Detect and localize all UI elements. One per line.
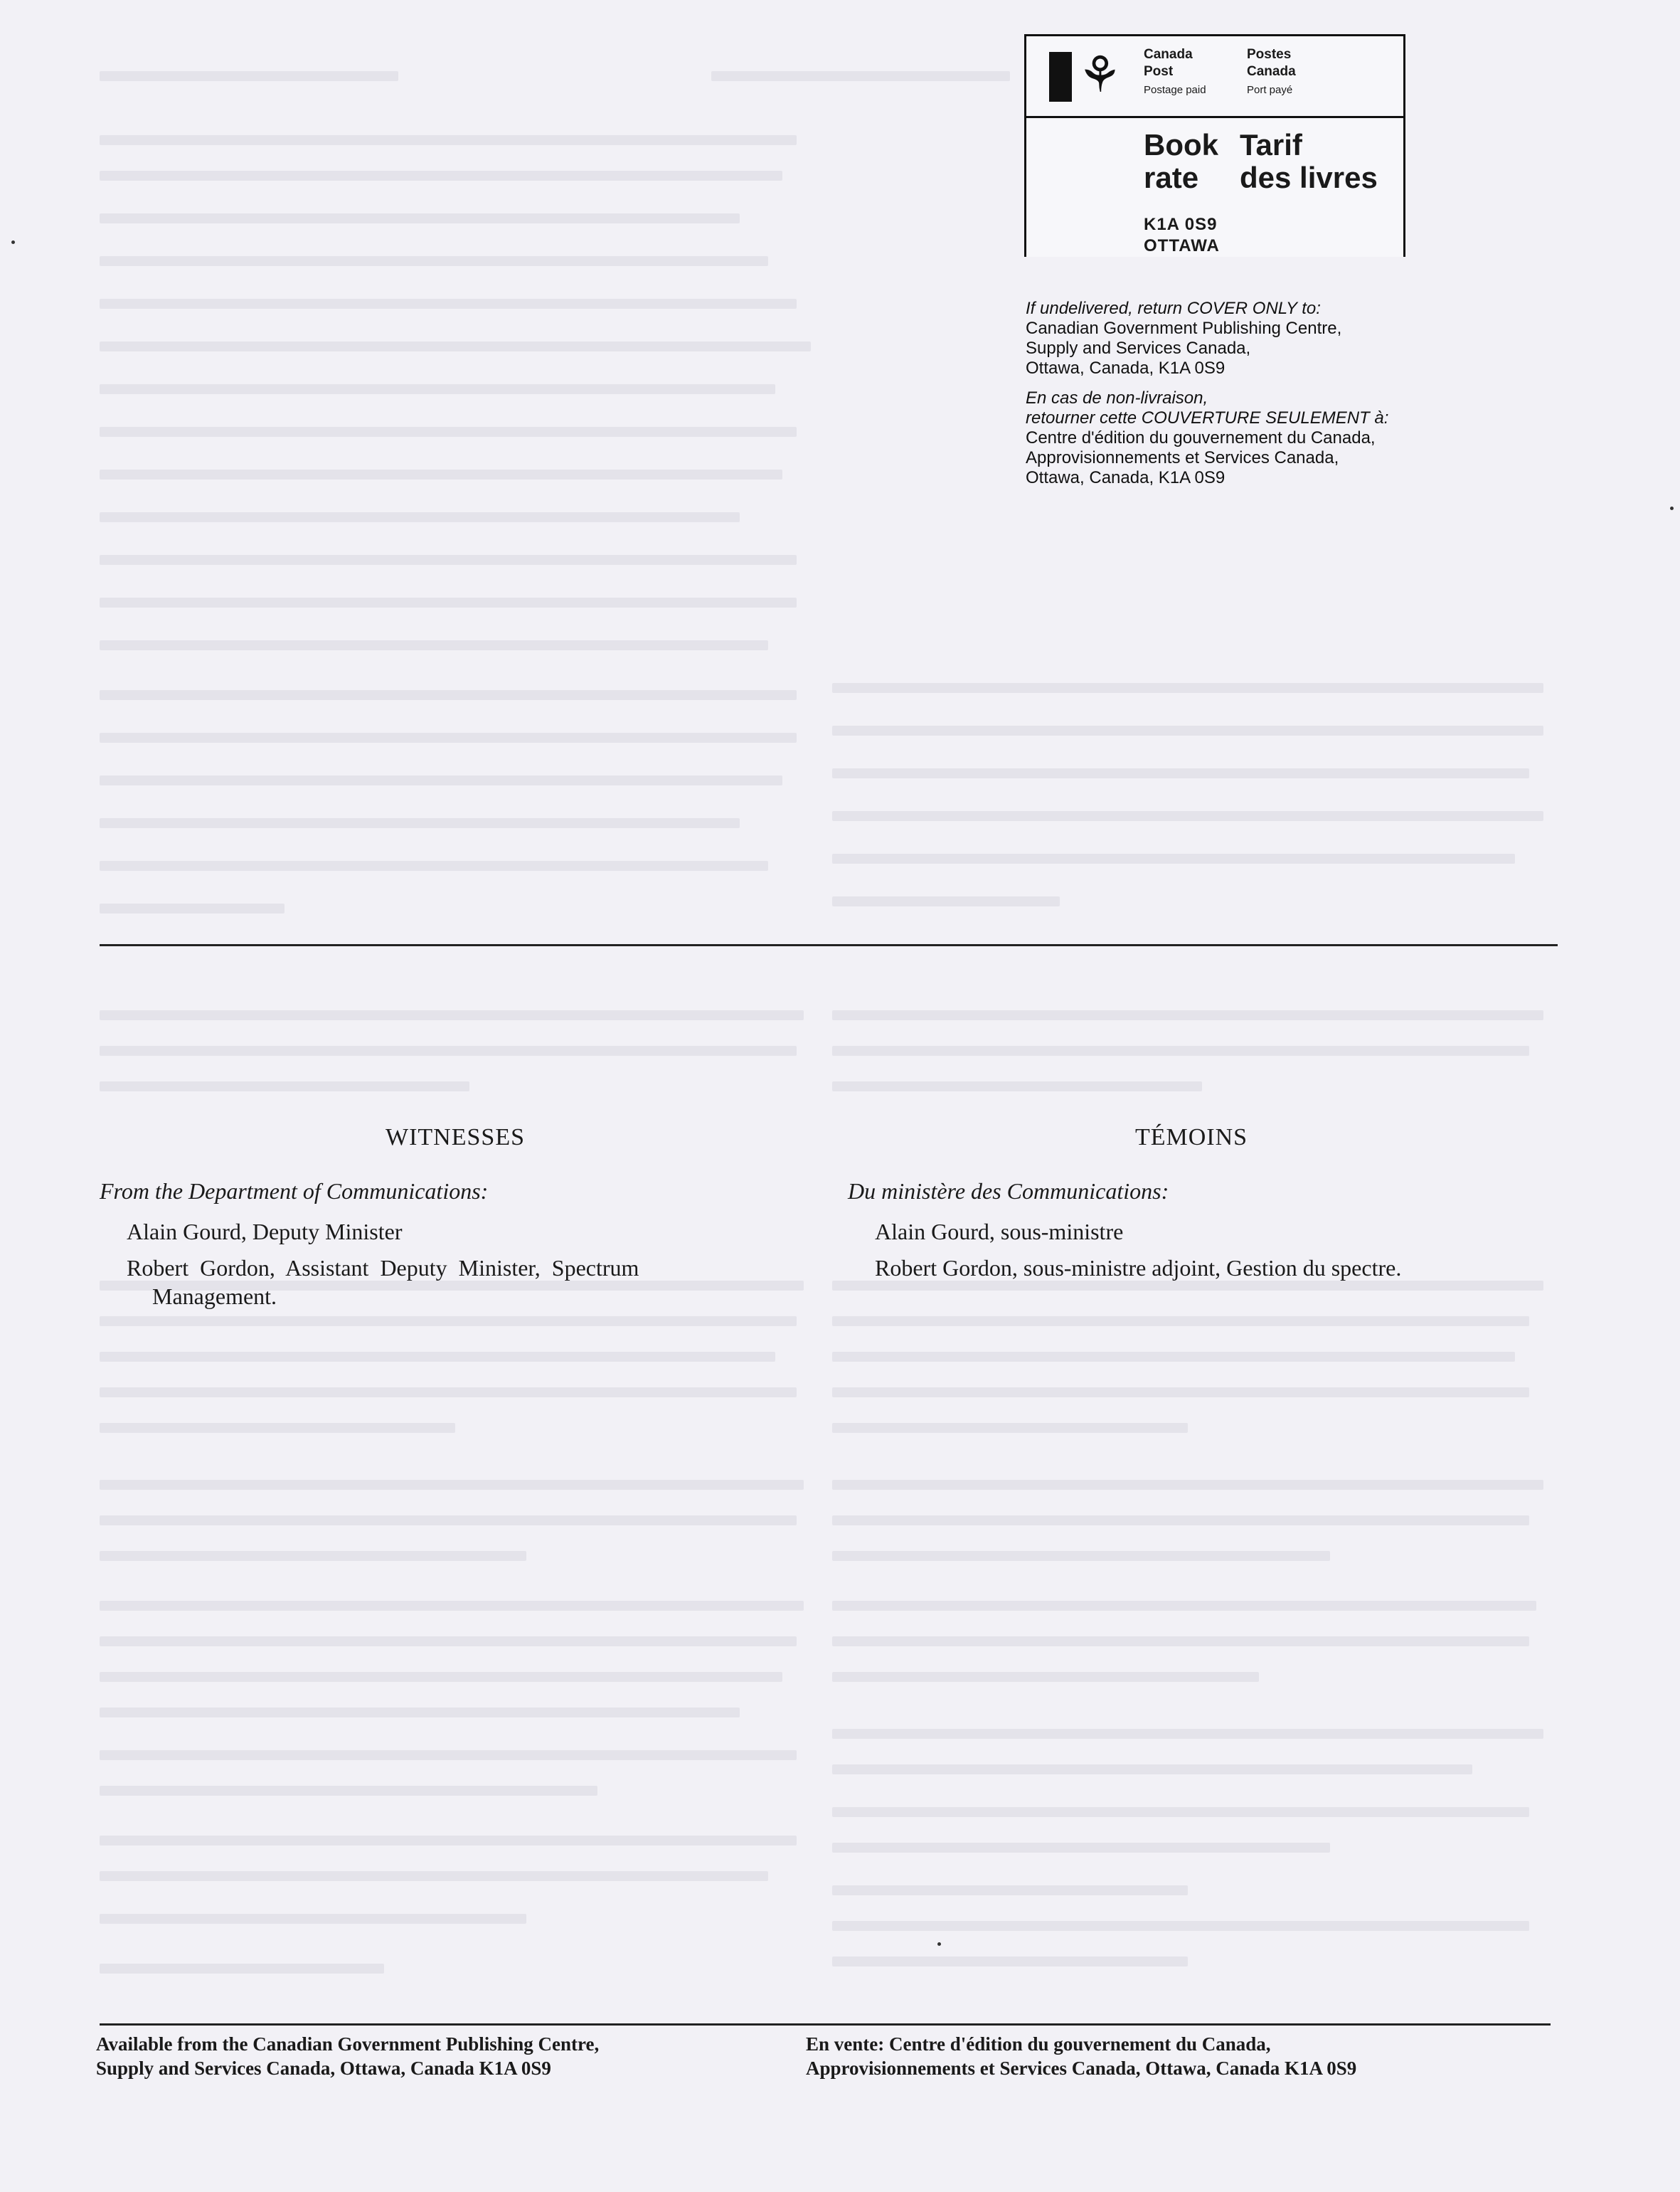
- return-fr-line-2: retourner cette COUVERTURE SEULEMENT à:: [1026, 408, 1389, 428]
- postal-label-postage-paid: Postage paid: [1144, 84, 1206, 96]
- return-fr-line-4: Approvisionnements et Services Canada,: [1026, 448, 1339, 467]
- scan-speck: [937, 1942, 941, 1946]
- tarif-livres-label: [1240, 129, 1378, 194]
- return-fr-line-5: Ottawa, Canada, K1A 0S9: [1026, 468, 1226, 487]
- maple-leaf-icon: ⚘: [1078, 46, 1122, 104]
- postal-label-postes: Postes: [1247, 47, 1292, 62]
- return-address: [1026, 299, 1509, 488]
- book-rate-fr-line2: des livres: [1240, 161, 1378, 194]
- availability-fr-line-1: En vente: Centre d'édition du gouvernement du Canada,: [806, 2033, 1271, 2055]
- postal-code: K1A 0S9: [1144, 215, 1218, 234]
- availability-en-line-2: Supply and Services Canada, Ottawa, Canada K1A 0S9: [96, 2058, 551, 2079]
- return-en-line-1: If undelivered, return COVER ONLY to:: [1026, 299, 1321, 318]
- witness-en-1: Alain Gourd, Deputy Minister: [127, 1219, 403, 1244]
- postal-label-post: Post: [1144, 64, 1174, 79]
- witnesses-heading: WITNESSES: [386, 1124, 525, 1150]
- availability-en: [96, 2032, 822, 2080]
- availability-fr: [806, 2032, 1560, 2080]
- book-rate-fr-line1: Tarif: [1240, 128, 1302, 162]
- section-divider-bottom: [100, 2023, 1551, 2026]
- section-divider-top: [100, 944, 1558, 946]
- temoins-heading: TÉMOINS: [1134, 1124, 1248, 1150]
- witness-en-2-line-2: Management.: [152, 1283, 277, 1309]
- postal-label-canada-fr: Canada: [1247, 64, 1296, 79]
- witness-fr-2: Robert Gordon, sous-ministre adjoint, Gestion du spectre.: [875, 1255, 1402, 1281]
- return-fr-line-3: Centre d'édition du gouvernement du Canada,: [1026, 428, 1376, 448]
- return-en-line-2: Canadian Government Publishing Centre,: [1026, 319, 1342, 338]
- postal-label-port-paye: Port payé: [1247, 84, 1293, 96]
- postal-city: OTTAWA: [1144, 236, 1220, 255]
- scan-speck: [11, 240, 15, 244]
- book-rate-en-line2: rate: [1144, 161, 1199, 194]
- witnesses-department-en: From the Department of Communications:: [100, 1178, 489, 1204]
- canada-post-bar-mark: [1049, 52, 1072, 102]
- return-en-line-3: Supply and Services Canada,: [1026, 339, 1251, 358]
- book-rate-label: [1144, 129, 1218, 194]
- witnesses-department-fr: Du ministère des Communications:: [848, 1178, 1169, 1204]
- witness-en-2-line-1: Robert Gordon, Assistant Deputy Minister, Spectrum: [127, 1255, 639, 1281]
- witness-fr-1: Alain Gourd, sous-ministre: [875, 1219, 1124, 1244]
- postal-label-canada: Canada: [1144, 47, 1193, 62]
- postal-indicia: [1024, 34, 1405, 257]
- scan-speck: [1670, 507, 1674, 510]
- availability-fr-line-2: Approvisionnements et Services Canada, Ottawa, Canada K1A 0S9: [806, 2058, 1357, 2079]
- postal-destination: [1144, 214, 1220, 257]
- book-rate-en-line1: Book: [1144, 128, 1218, 162]
- availability-en-line-1: Available from the Canadian Government Publishing Centre,: [96, 2033, 600, 2055]
- return-fr-line-1: En cas de non-livraison,: [1026, 388, 1208, 408]
- return-en-line-4: Ottawa, Canada, K1A 0S9: [1026, 359, 1226, 378]
- postal-indicia-header: [1026, 36, 1403, 118]
